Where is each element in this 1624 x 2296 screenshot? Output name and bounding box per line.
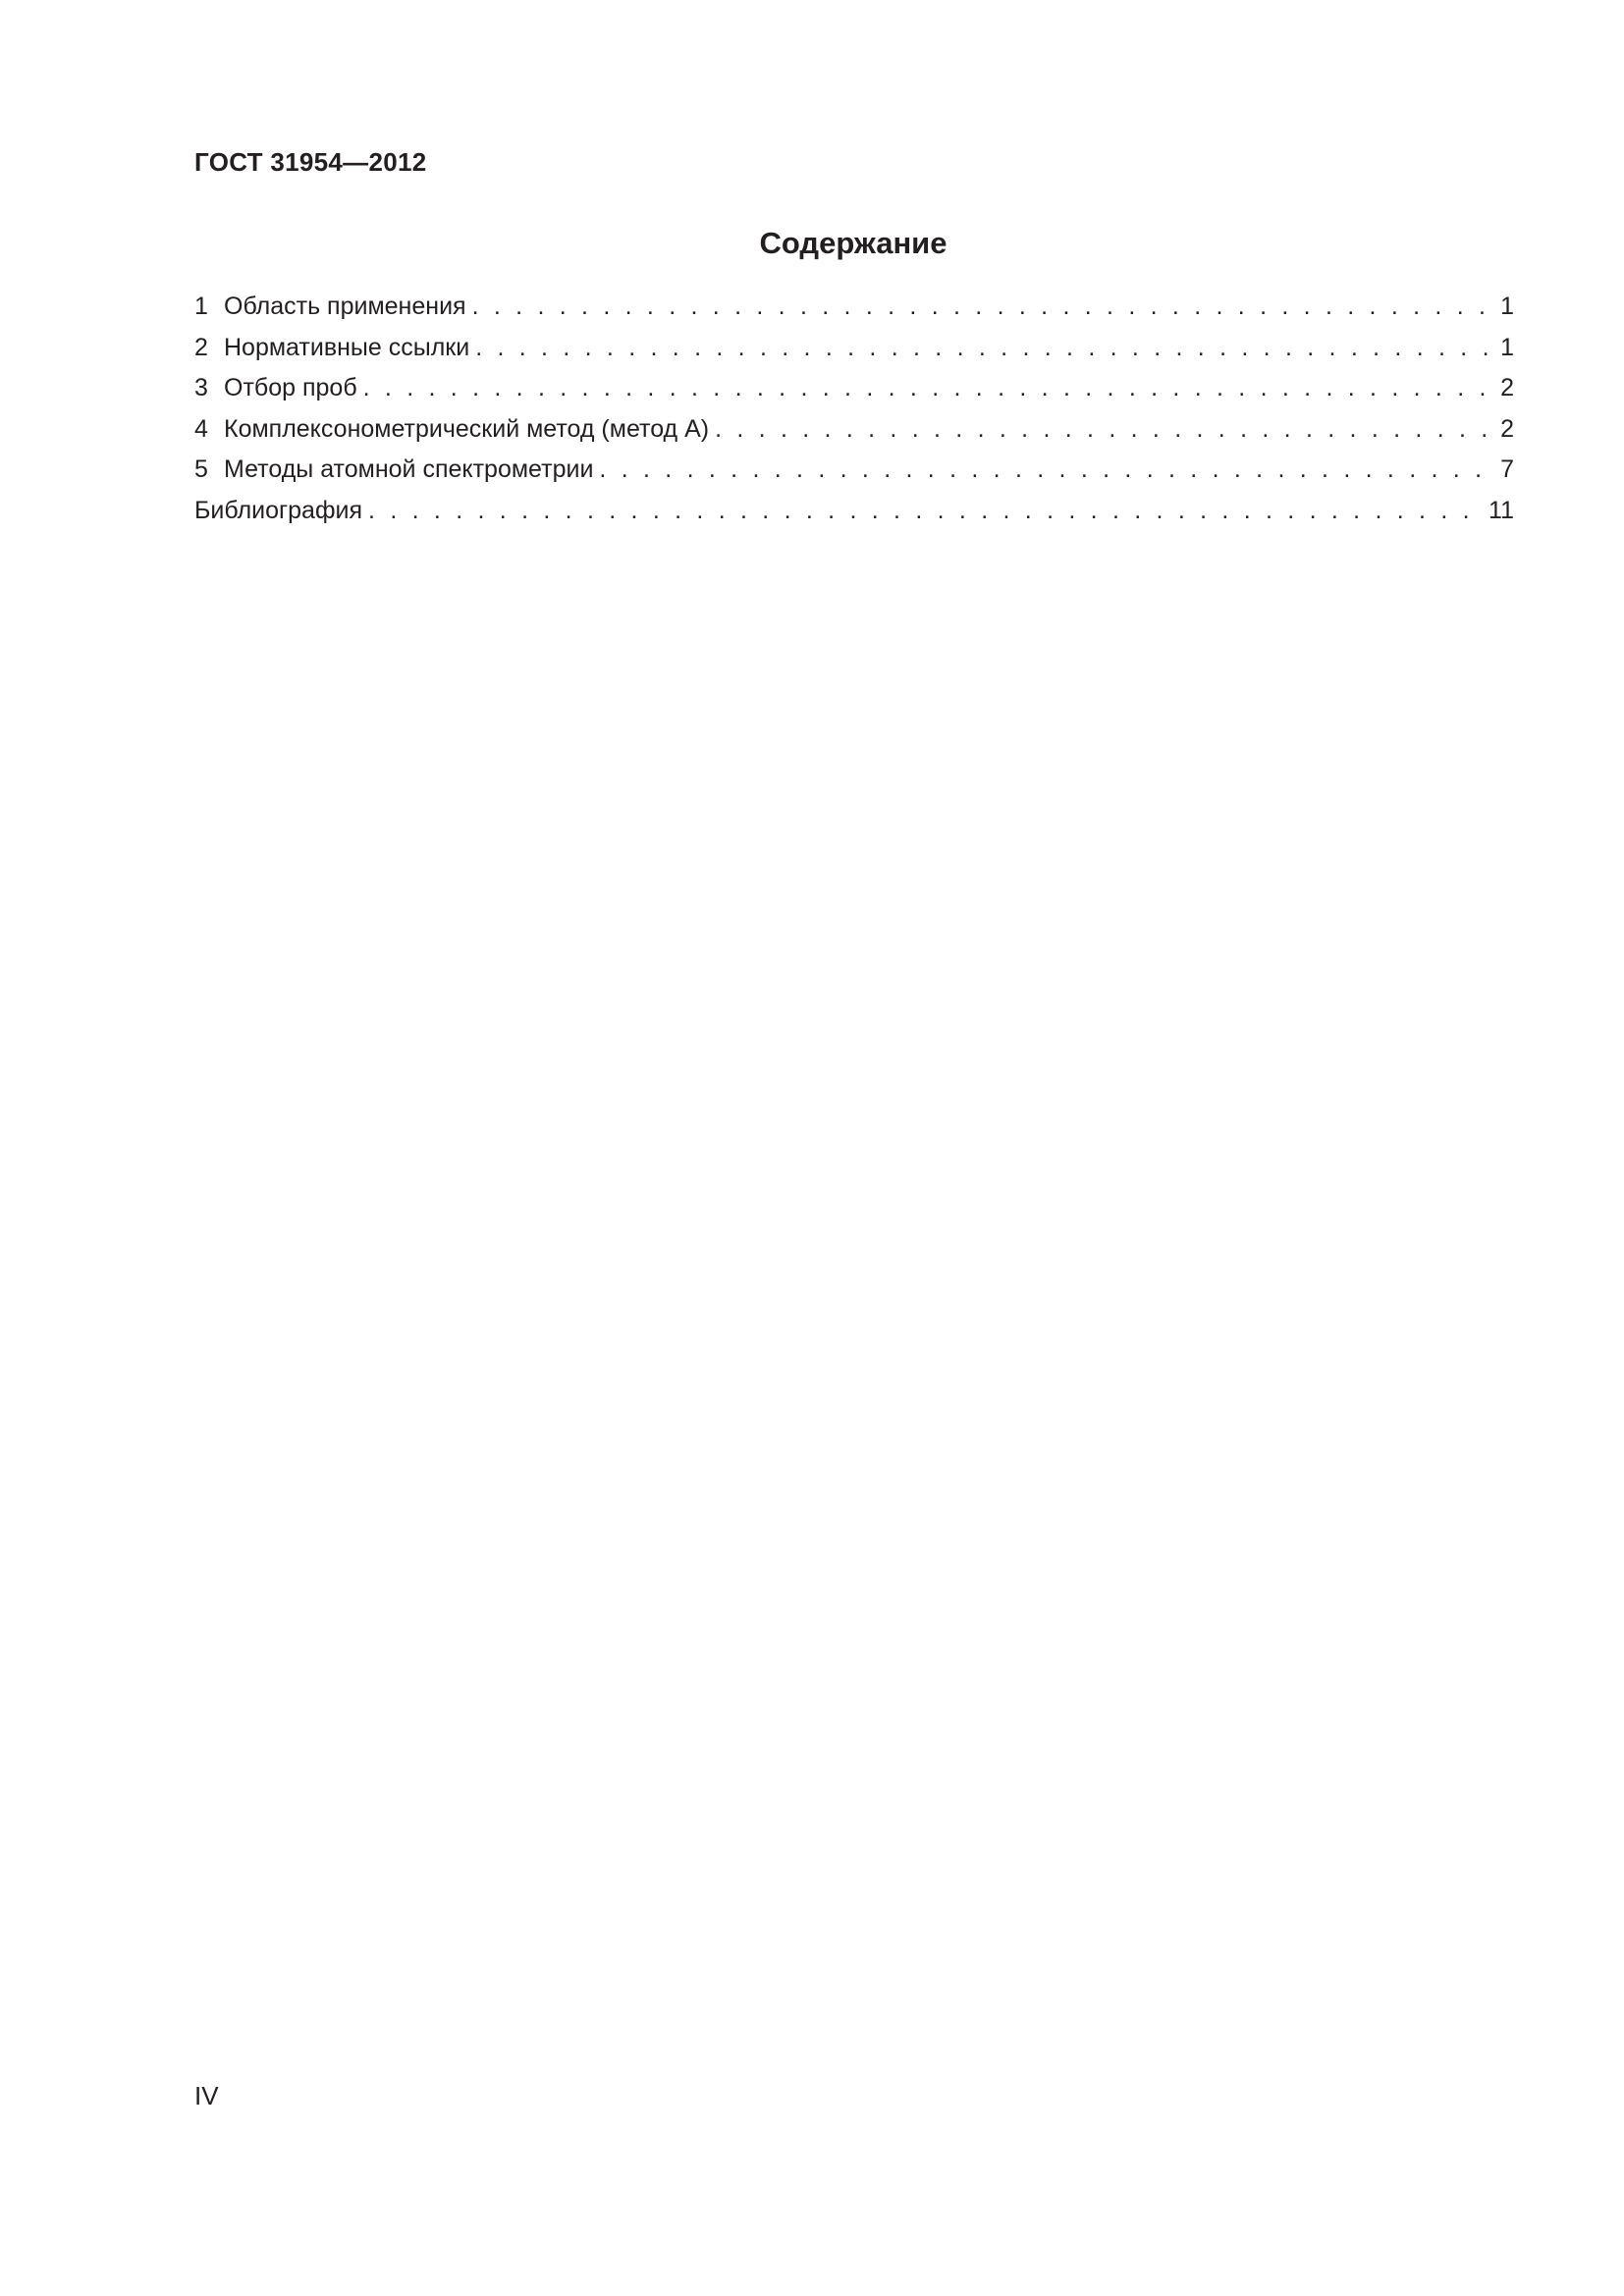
toc-dot-leader [363, 374, 1496, 402]
toc-item-page: 1 [1500, 293, 1514, 320]
toc-item-atomic-spectrometry[interactable] [194, 455, 1514, 497]
toc-item-bibliography[interactable] [194, 497, 1514, 538]
toc-item-label: Методы атомной спектрометрии [224, 455, 594, 483]
toc-item-page: 1 [1500, 333, 1514, 361]
toc-item-page: 11 [1489, 496, 1514, 524]
toc-item-label: Библиография [194, 496, 363, 524]
toc-item-label: Комплексонометрический метод (метод А) [224, 414, 710, 443]
toc-item-number: 4 [194, 414, 208, 443]
toc-item-label: Область применения [224, 293, 466, 320]
toc-item-complexometric-method[interactable] [194, 415, 1514, 456]
table-of-contents [194, 293, 1514, 537]
toc-item-number: 1 [194, 293, 208, 320]
toc-item-label: Отбор проб [224, 374, 357, 401]
toc-item-page: 2 [1500, 374, 1514, 401]
toc-item-label: Нормативные ссылки [224, 333, 470, 361]
toc-dot-leader [472, 293, 1497, 321]
toc-dot-leader [368, 497, 1485, 525]
toc-title: Содержание [759, 226, 947, 260]
toc-dot-leader [475, 334, 1496, 362]
document-code: ГОСТ 31954—2012 [194, 147, 427, 177]
toc-dot-leader [715, 415, 1496, 444]
toc-item-sampling[interactable] [194, 374, 1514, 415]
toc-item-number: 3 [194, 374, 208, 401]
toc-item-number: 5 [194, 455, 208, 483]
toc-item-normative-references[interactable] [194, 334, 1514, 375]
toc-item-page: 7 [1500, 455, 1514, 483]
toc-item-page: 2 [1500, 414, 1514, 443]
page-number: IV [194, 2081, 219, 2110]
toc-item-number: 2 [194, 333, 208, 361]
toc-dot-leader [599, 455, 1496, 484]
toc-item-scope[interactable] [194, 293, 1514, 334]
